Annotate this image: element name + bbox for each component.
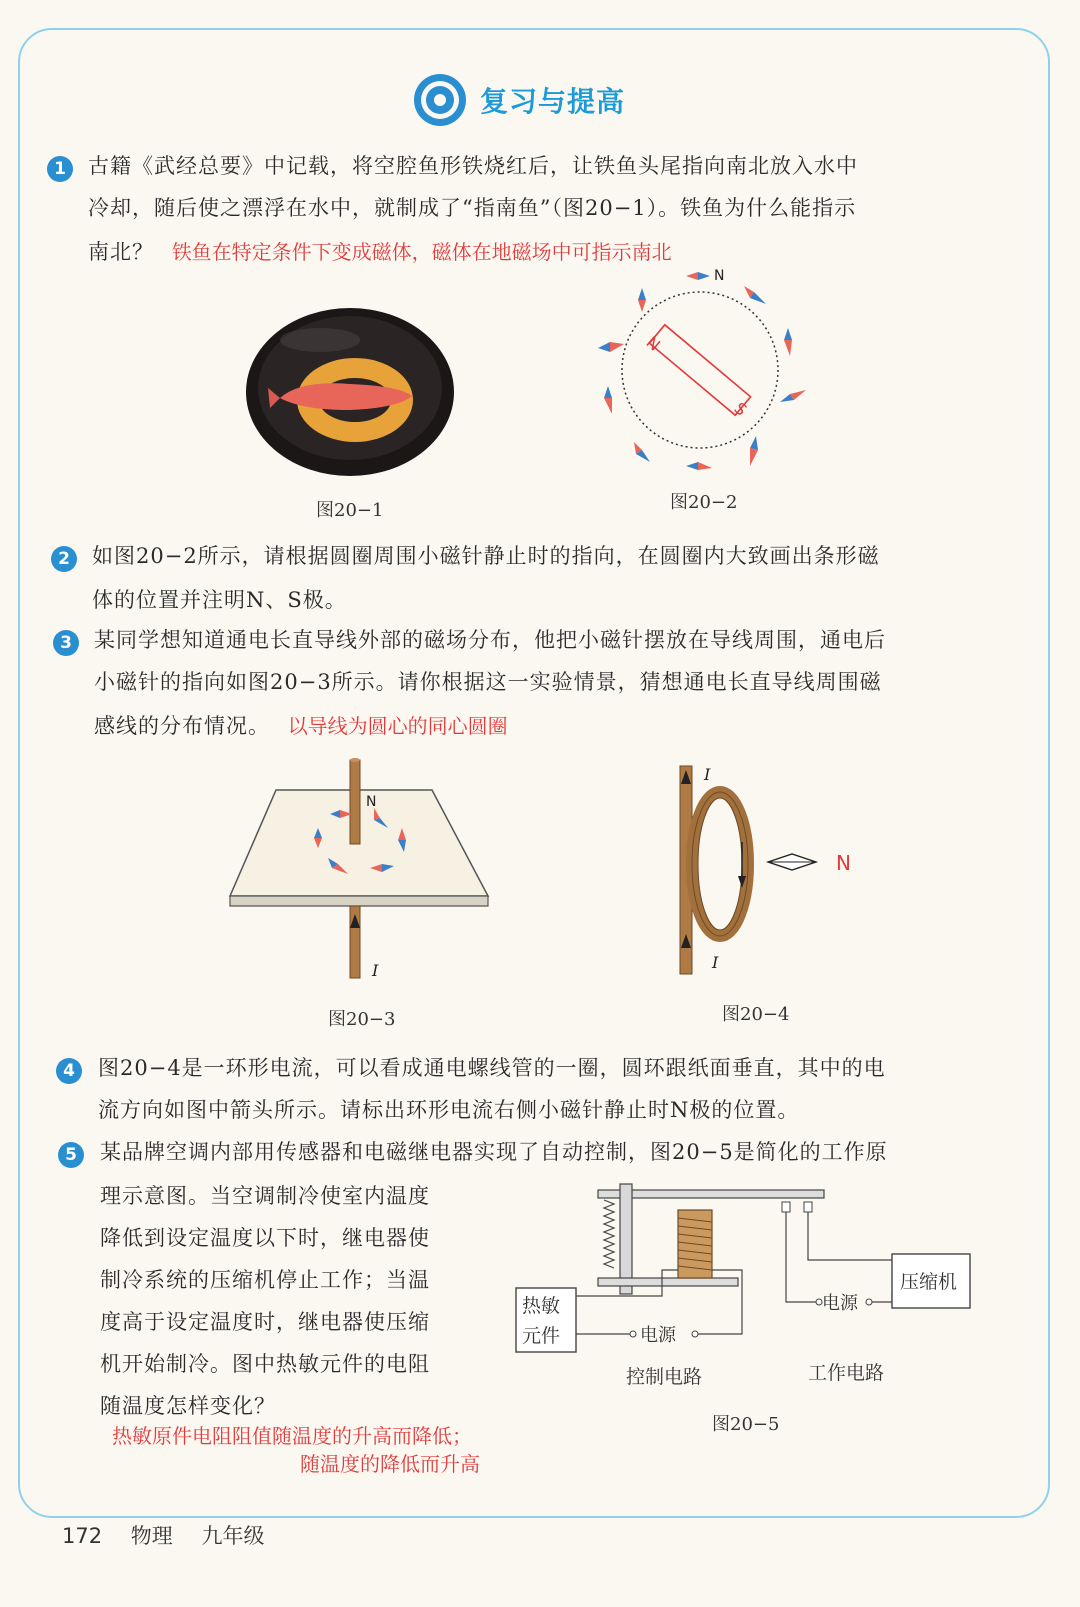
figure-20-1-bowl [240, 300, 460, 480]
control-power-label: 电源 [640, 1325, 676, 1346]
q3-line-1: 某同学想知道通电长直导线外部的磁场分布，他把小磁针摆放在导线周围，通电后 [94, 628, 886, 652]
grade-label: 九年级 [201, 1524, 265, 1548]
compressor-label: 压缩机 [900, 1271, 958, 1293]
section-header [412, 72, 625, 128]
compass-needle [598, 342, 624, 352]
fig3-n-label: N [366, 794, 377, 810]
north-label: N [714, 268, 725, 284]
bar-magnet-n-label: N [642, 332, 664, 355]
figure-20-2-compass-circle [590, 262, 820, 482]
q4-line-2: 流方向如图中箭头所示。请标出环形电流右侧小磁针静止时N极的位置。 [98, 1098, 800, 1122]
work-power-label: 电源 [822, 1293, 858, 1314]
q5-line-2: 理示意图。当空调制冷使室内温度 [100, 1184, 430, 1208]
q1-line-1: 古籍《武经总要》中记载，将空腔鱼形铁烧红后，让铁鱼头尾指向南北放入水中 [88, 154, 858, 178]
q5-handwritten-answer-2: 随温度的降低而升高 [300, 1452, 480, 1476]
compass-needle [686, 272, 710, 280]
q5-line-6: 机开始制冷。图中热敏元件的电阻 [100, 1352, 430, 1376]
q1-line-3 [88, 236, 672, 266]
compass-needle [744, 286, 766, 304]
compass-needle [686, 462, 712, 470]
fig4-current-top-label: I [704, 765, 711, 784]
question-number-4: 4 [56, 1058, 82, 1084]
compass-needle [634, 442, 650, 462]
figure-20-2-caption: 图20−2 [670, 492, 738, 513]
figure-20-5-relay-circuit [512, 1180, 982, 1360]
figure-20-4-ring-current [670, 762, 870, 982]
q3-line-2: 小磁针的指向如图20−3所示。请你根据这一实验情景，猜想通电长直导线周围磁 [94, 670, 882, 694]
fig4-n-answer: N [836, 851, 851, 875]
figure-20-3-caption: 图20−3 [328, 1009, 396, 1030]
compass-needle [604, 386, 612, 414]
q2-line-2: 体的位置并注明N、S极。 [92, 588, 347, 612]
target-icon [412, 72, 468, 128]
q5-handwritten-answer-1: 热敏原件电阻阻值随温度的升高而降低； [112, 1424, 472, 1448]
work-circuit-label: 工作电路 [808, 1362, 885, 1384]
q3-handwritten-answer: 以导线为圆心的同心圆圈 [287, 714, 508, 738]
thermistor-label-2: 元件 [522, 1325, 561, 1347]
q5-line-1: 某品牌空调内部用传感器和电磁继电器实现了自动控制，图20−5是简化的工作原 [100, 1140, 888, 1164]
figure-20-4-caption: 图20−4 [722, 1004, 790, 1025]
fig4-current-bottom-label: I [712, 953, 719, 972]
q5-line-5: 度高于设定温度时，继电器使压缩 [100, 1310, 430, 1334]
control-circuit-label: 控制电路 [626, 1366, 703, 1388]
q3-line-3-text: 感线的分布情况。 [94, 714, 270, 738]
compass-needle [638, 288, 646, 312]
q5-line-4: 制冷系统的压缩机停止工作；当温 [100, 1268, 430, 1292]
bar-magnet-s-label: S [730, 398, 751, 420]
q1-line-3-text: 南北？ [88, 240, 154, 264]
question-number-2: 2 [51, 546, 77, 572]
q5-line-3: 降低到设定温度以下时，继电器使 [100, 1226, 430, 1250]
compass-needle [750, 436, 758, 466]
page-footer [62, 1520, 286, 1550]
figure-20-5-caption: 图20−5 [712, 1414, 780, 1435]
q3-line-3 [94, 710, 508, 740]
fig3-current-label: I [372, 961, 379, 980]
page-number: 172 [62, 1524, 103, 1548]
q1-line-2: 冷却，随后使之漂浮在水中，就制成了“指南鱼”（图20−1）。铁鱼为什么能指示 [88, 196, 857, 220]
thermistor-label-1: 热敏 [522, 1295, 561, 1317]
question-number-3: 3 [53, 630, 79, 656]
q5-line-7: 随温度怎样变化？ [100, 1394, 276, 1418]
figure-20-1-caption: 图20−1 [316, 500, 384, 521]
q1-handwritten-answer: 铁鱼在特定条件下变成磁体，磁体在地磁场中可指示南北 [171, 240, 672, 264]
figure-20-3-wire-board [226, 748, 496, 988]
question-number-1: 1 [47, 156, 73, 182]
compass-needle [784, 328, 792, 356]
q2-line-1: 如图20−2所示，请根据圆圈周围小磁针静止时的指向，在圆圈内大致画出条形磁 [92, 544, 880, 568]
question-number-5: 5 [58, 1142, 84, 1168]
section-title: 复习与提高 [480, 85, 626, 118]
compass-needle [780, 390, 806, 402]
subject-label: 物理 [130, 1524, 173, 1548]
q4-line-1: 图20−4是一环形电流，可以看成通电螺线管的一圈，圆环跟纸面垂直，其中的电 [98, 1056, 886, 1080]
